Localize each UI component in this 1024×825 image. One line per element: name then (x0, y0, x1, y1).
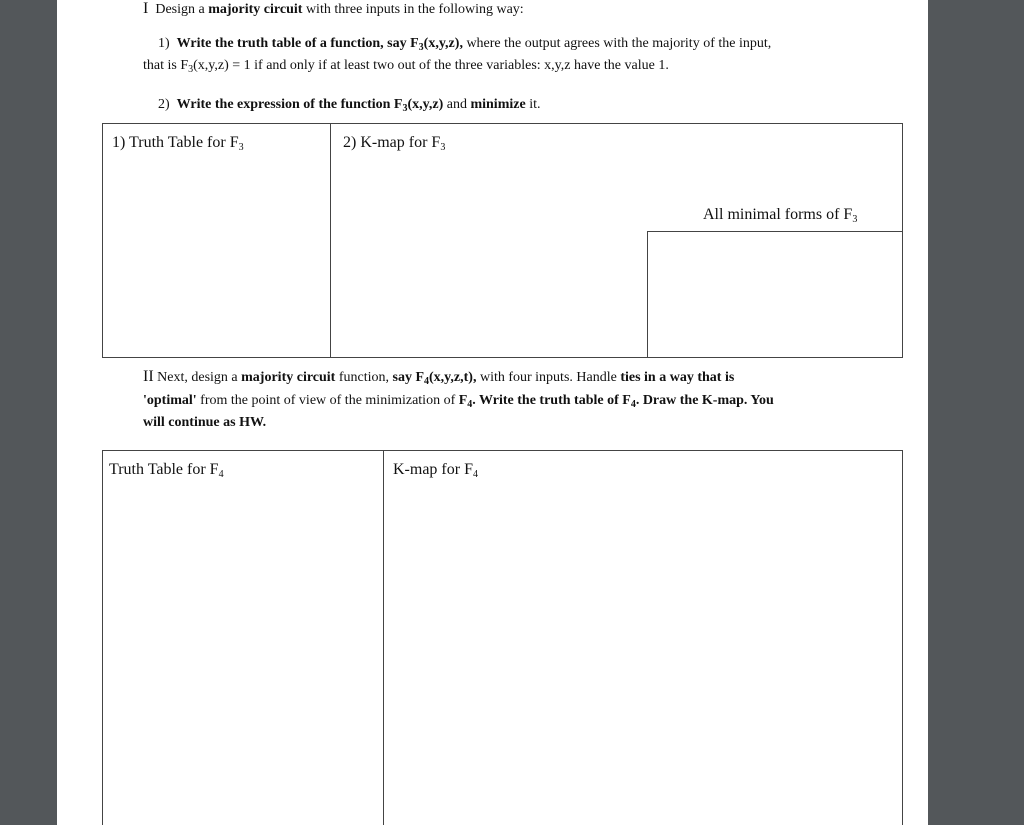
f4-table-divider (383, 450, 384, 825)
part2-roman-numeral: II (143, 368, 154, 385)
part1-roman-numeral: I (143, 0, 149, 17)
part1-item1-line2: that is $F_3(x,y,z) = 1$ if and only if at least two out of the three variables: x,y,z have the value 1. (143, 58, 669, 75)
part1-item2: 2) Write the expression of the function $F_3(x,y,z)$ and minimize it. (158, 97, 541, 114)
f4-answer-table (102, 450, 903, 825)
minimal-forms-answer-box[interactable] (647, 231, 903, 358)
f4-kmap-label: K-map for $F_4$ (393, 461, 478, 480)
part1-intro: I Design a majority circuit with three inputs in the following way: (143, 0, 524, 17)
minimal-forms-label: All minimal forms of $F_3$ (703, 206, 858, 225)
f3-kmap-label: 2) K-map for $F_3$ (343, 134, 446, 153)
part2-line1: II Next, design a majority circuit function, say $F_4(x,y,z,t)$, with four inputs. Handle ties in a way that is (143, 368, 735, 387)
part2-line2: 'optimal' from the point of view of the minimization of $F_4$. Write the truth table of $F_4$. Draw the K-map. You (143, 393, 774, 410)
f3-truth-table-label: 1) Truth Table for $F_3$ (112, 134, 244, 153)
f3-table-divider (330, 123, 331, 358)
part1-item1-line1: 1) Write the truth table of a function, say $F_3(x,y,z)$, where the output agrees with the majority of the input, (158, 36, 772, 53)
f4-truth-table-label: Truth Table for $F_4$ (109, 461, 224, 480)
document-page (57, 0, 928, 825)
part2-line3: will continue as HW. (143, 415, 267, 430)
majority-circuit-term: majority circuit (208, 2, 303, 17)
